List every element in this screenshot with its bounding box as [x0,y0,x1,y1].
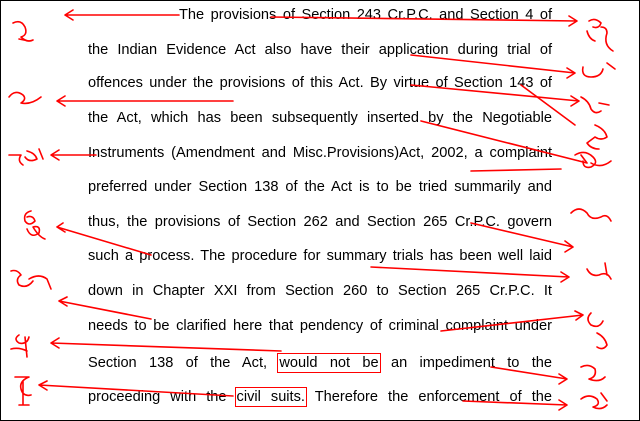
margin-squiggle [581,393,607,409]
margin-squiggle [25,211,45,239]
paragraph-line: preferred under Section 138 of the Act is to be tried summarily and [88,179,552,195]
handwritten-annotations [1,1,639,420]
margin-squiggle [587,125,607,149]
annotation-arrow [57,96,233,106]
paragraph-line: down in Chapter XXI from Section 260 to Section 265 Cr.P.C. It [88,283,552,299]
annotation-arrow [51,338,281,351]
line-text: proceeding with the [88,389,237,405]
margin-squiggle [587,19,613,51]
annotation-arrow [65,10,179,20]
paragraph-line: The provisions of Section 243 Cr.P.C. and Section 4 of [179,7,552,23]
margin-squiggle [587,263,611,279]
margin-squiggle [9,149,43,165]
annotation-arrow [59,297,151,319]
annotation-arrow [411,85,579,106]
paragraph-line: Instruments (Amendment and Misc.Provisions)Act, 2002, a complaint [88,145,552,161]
line-text: Section 138 of the Act, [88,355,280,371]
annotation-arrow [371,267,569,282]
paragraph-line: offences under the provisions of this Act. By virtue of Section 143 of [88,75,552,91]
paragraph-line: thus, the provisions of Section 262 and Section 265 Cr.P.C. govern [88,214,552,230]
margin-squiggle [571,209,611,221]
margin-squiggle [581,97,609,113]
line-text: an impediment to the [378,355,553,371]
annotation-arrow [57,223,151,255]
annotation-arrow [441,311,583,331]
margin-squiggle [9,92,41,103]
annotation-arrow [463,400,567,410]
margin-squiggle [15,377,31,405]
paragraph-line: the Indian Evidence Act also have their application during trial of [88,42,552,58]
annotation-arrow [411,55,575,78]
annotation-arrow [521,85,575,125]
line-text: Therefore the enforcement of the [304,389,552,405]
highlight-box: would not be [279,355,379,371]
margin-squiggle [583,63,615,77]
annotation-arrow [271,16,577,26]
margin-squiggle [588,313,607,349]
annotation-arrow [51,150,96,160]
highlight-box: civil suits. [236,389,305,405]
annotation-arrow [39,381,233,396]
paragraph-line: such a process. The procedure for summary trials has been well laid [88,248,552,264]
annotation-arrow [421,121,587,163]
annotation-arrow [491,367,567,384]
paragraph-line: the Act, which has been subsequently inserted by the Negotiable [88,110,552,126]
annotation-arrow [471,223,573,252]
margin-squiggle [13,22,33,41]
paragraph-line: needs to be clarified here that pendency of criminal complaint under [88,318,552,334]
annotation-arrow [471,169,561,171]
margin-squiggle [581,365,605,380]
margin-squiggle [11,335,29,357]
margin-squiggle [11,271,51,290]
